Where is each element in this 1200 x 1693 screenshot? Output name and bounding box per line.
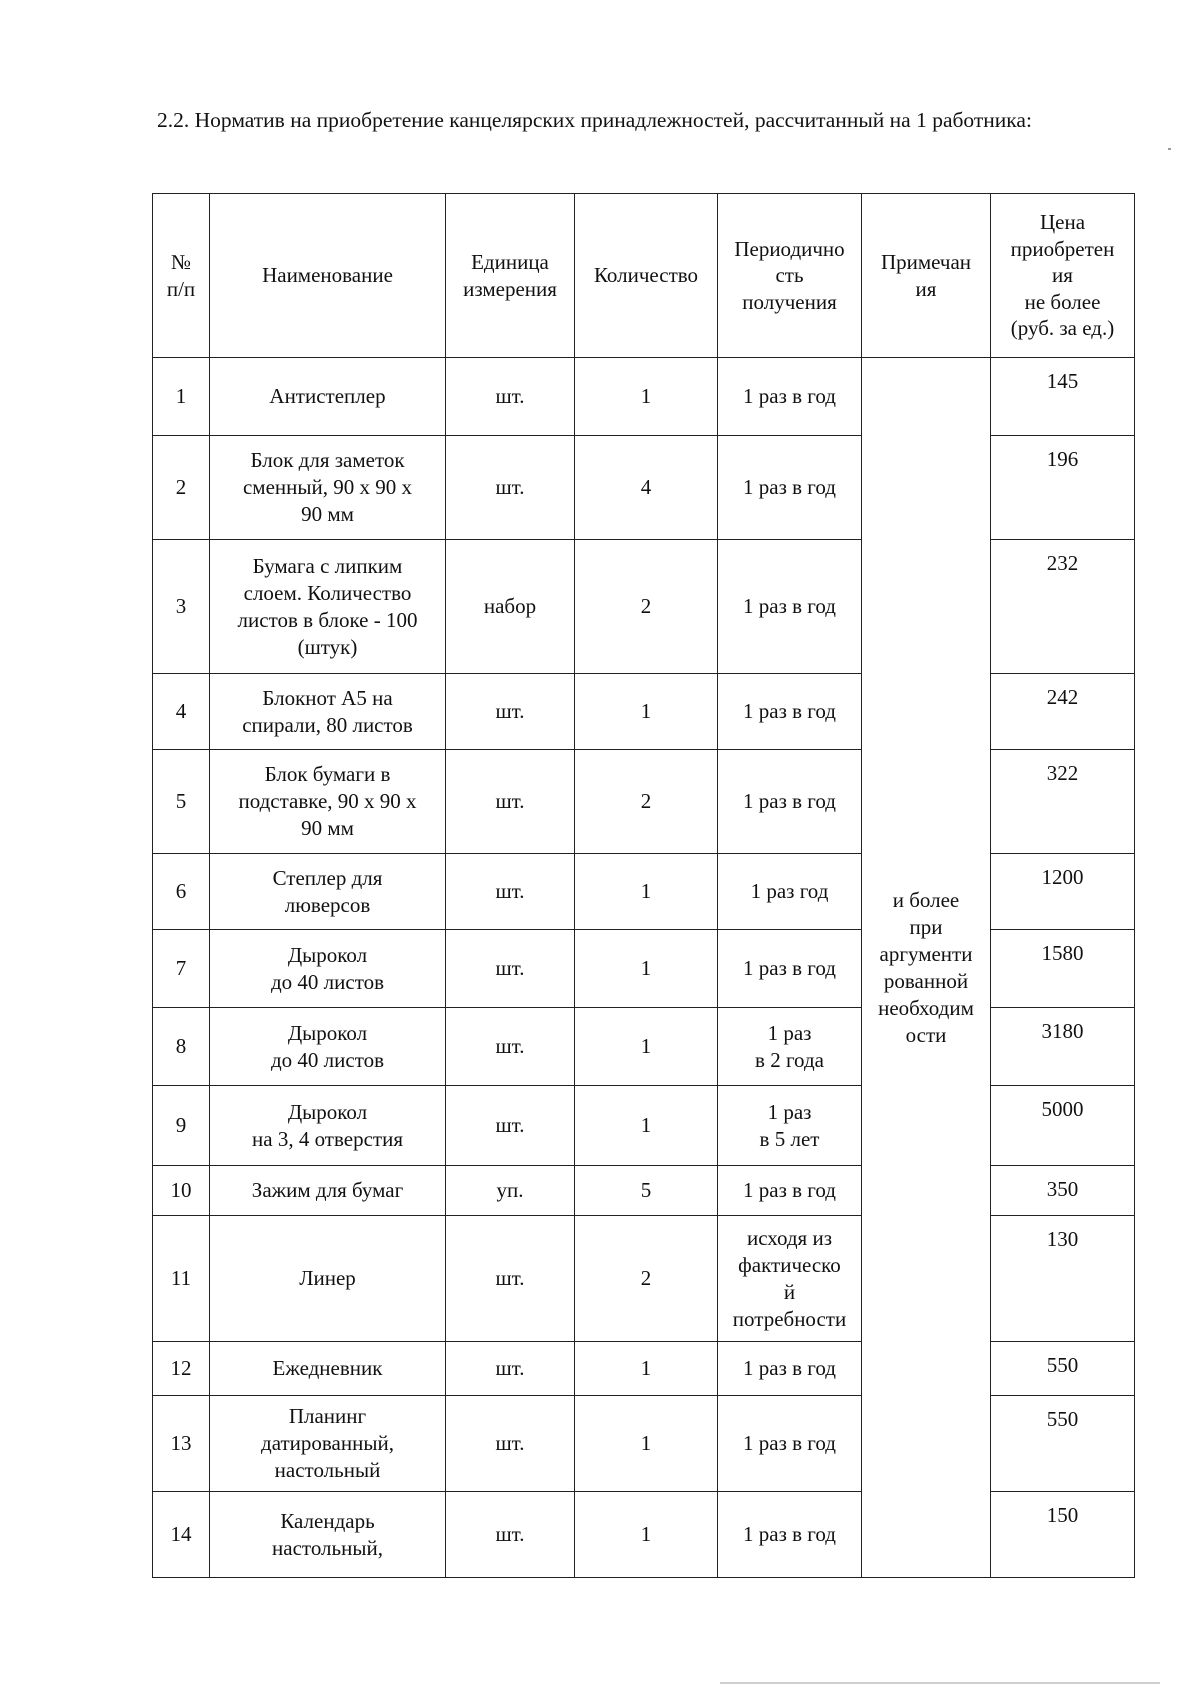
cell-price: 242 (991, 674, 1135, 750)
cell-price: 1580 (991, 930, 1135, 1008)
cell-unit: шт. (446, 1492, 575, 1578)
cell-num: 3 (153, 540, 210, 674)
cell-period: 1 раз в год (718, 1342, 862, 1396)
cell-name: Дырокол до 40 листов (210, 930, 446, 1008)
cell-qty: 1 (575, 1396, 718, 1492)
cell-name: Дырокол до 40 листов (210, 1008, 446, 1086)
cell-num: 10 (153, 1166, 210, 1216)
cell-price: 322 (991, 750, 1135, 854)
cell-name: Антистеплер (210, 358, 446, 436)
cell-name: Календарь настольный, (210, 1492, 446, 1578)
cell-qty: 1 (575, 358, 718, 436)
cell-name: Степлер для люверсов (210, 854, 446, 930)
cell-price: 232 (991, 540, 1135, 674)
cell-qty: 5 (575, 1166, 718, 1216)
header-period: Периодично сть получения (718, 194, 862, 358)
cell-name: Ежедневник (210, 1342, 446, 1396)
header-name: Наименование (210, 194, 446, 358)
cell-price: 550 (991, 1342, 1135, 1396)
cell-num: 12 (153, 1342, 210, 1396)
cell-name: Зажим для бумаг (210, 1166, 446, 1216)
cell-period: 1 раз год (718, 854, 862, 930)
cell-unit: уп. (446, 1166, 575, 1216)
cell-price: 550 (991, 1396, 1135, 1492)
cell-price: 196 (991, 436, 1135, 540)
cell-name: Блокнот А5 на спирали, 80 листов (210, 674, 446, 750)
cell-period: 1 раз в год (718, 1396, 862, 1492)
cell-num: 14 (153, 1492, 210, 1578)
stationery-norms-table (152, 193, 1135, 1578)
cell-qty: 1 (575, 1342, 718, 1396)
cell-num: 4 (153, 674, 210, 750)
cell-unit: шт. (446, 1342, 575, 1396)
cell-period: 1 раз в год (718, 1492, 862, 1578)
cell-price: 130 (991, 1216, 1135, 1342)
cell-qty: 1 (575, 930, 718, 1008)
cell-num: 6 (153, 854, 210, 930)
cell-name: Линер (210, 1216, 446, 1342)
cell-name: Дырокол на 3, 4 отверстия (210, 1086, 446, 1166)
header-note: Примечан ия (862, 194, 991, 358)
cell-qty: 1 (575, 674, 718, 750)
cell-qty: 4 (575, 436, 718, 540)
cell-price: 150 (991, 1492, 1135, 1578)
section-heading: 2.2. Норматив на приобретение канцелярских принадлежностей, рассчитанный на 1 работника: (157, 108, 1032, 132)
cell-period: 1 раз в год (718, 540, 862, 674)
cell-qty: 1 (575, 854, 718, 930)
cell-num: 1 (153, 358, 210, 436)
cell-period: 1 раз в год (718, 358, 862, 436)
cell-unit: набор (446, 540, 575, 674)
cell-qty: 2 (575, 540, 718, 674)
cell-num: 7 (153, 930, 210, 1008)
scan-edge-line (720, 1682, 1160, 1684)
table-body (153, 358, 1135, 1578)
table-row (153, 358, 1135, 436)
cell-period: 1 раз в 2 года (718, 1008, 862, 1086)
cell-qty: 2 (575, 1216, 718, 1342)
cell-unit: шт. (446, 750, 575, 854)
cell-unit: шт. (446, 436, 575, 540)
header-price: Цена приобретен ия не более (руб. за ед.) (991, 194, 1135, 358)
cell-name: Планинг датированный, настольный (210, 1396, 446, 1492)
table-header-row (153, 194, 1135, 358)
cell-price: 3180 (991, 1008, 1135, 1086)
cell-qty: 2 (575, 750, 718, 854)
cell-name: Блок для заметок сменный, 90 х 90 х 90 мм (210, 436, 446, 540)
cell-num: 2 (153, 436, 210, 540)
cell-note-merged: и более при аргументи рованной необходим ости (862, 358, 991, 1578)
cell-num: 11 (153, 1216, 210, 1342)
cell-unit: шт. (446, 674, 575, 750)
cell-period: 1 раз в год (718, 930, 862, 1008)
cell-period: 1 раз в год (718, 436, 862, 540)
cell-price: 1200 (991, 854, 1135, 930)
cell-price: 350 (991, 1166, 1135, 1216)
cell-unit: шт. (446, 1396, 575, 1492)
header-unit: Единица измерения (446, 194, 575, 358)
cell-unit: шт. (446, 1086, 575, 1166)
header-num: № п/п (153, 194, 210, 358)
cell-period: исходя из фактическо й потребности (718, 1216, 862, 1342)
cell-unit: шт. (446, 1216, 575, 1342)
cell-period: 1 раз в год (718, 674, 862, 750)
cell-unit: шт. (446, 358, 575, 436)
cell-num: 13 (153, 1396, 210, 1492)
cell-price: 145 (991, 358, 1135, 436)
cell-num: 8 (153, 1008, 210, 1086)
cell-name: Бумага с липким слоем. Количество листов в блоке - 100 (штук) (210, 540, 446, 674)
header-qty: Количество (575, 194, 718, 358)
cell-unit: шт. (446, 854, 575, 930)
cell-num: 5 (153, 750, 210, 854)
cell-qty: 1 (575, 1008, 718, 1086)
cell-period: 1 раз в 5 лет (718, 1086, 862, 1166)
cell-qty: 1 (575, 1492, 718, 1578)
cell-price: 5000 (991, 1086, 1135, 1166)
cell-num: 9 (153, 1086, 210, 1166)
cell-unit: шт. (446, 930, 575, 1008)
cell-period: 1 раз в год (718, 1166, 862, 1216)
cell-unit: шт. (446, 1008, 575, 1086)
cell-qty: 1 (575, 1086, 718, 1166)
cell-period: 1 раз в год (718, 750, 862, 854)
scan-speck (1168, 148, 1171, 150)
cell-name: Блок бумаги в подставке, 90 х 90 х 90 мм (210, 750, 446, 854)
